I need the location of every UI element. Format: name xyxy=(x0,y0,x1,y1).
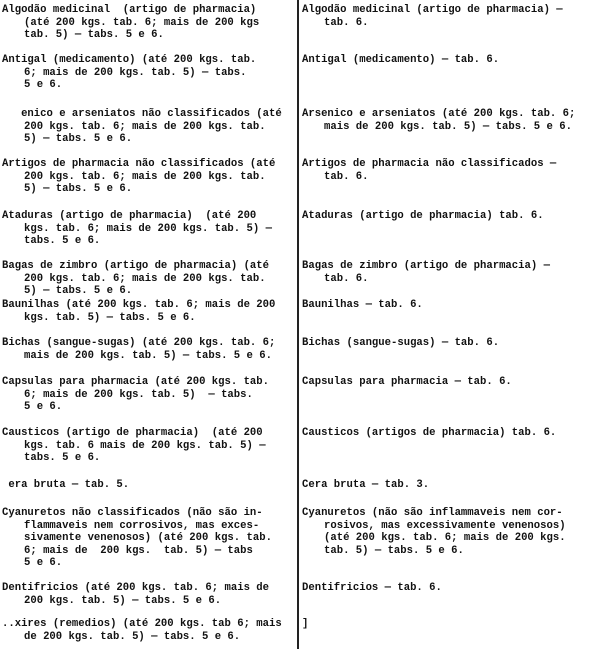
entry-line: rosivos, mas excessivamente venenosos) xyxy=(324,519,566,532)
entry-line: (até 200 kgs. tab. 6; mais de 200 kgs. xyxy=(324,532,566,545)
entry xyxy=(302,427,598,440)
entry xyxy=(302,4,598,29)
entry-line: 200 kgs. tab. 6; mais de 200 kgs. tab. xyxy=(24,170,266,183)
entry-line: enico e arseniatos não classificados (até xyxy=(2,108,282,120)
entry-line: Antigal (medicamento) (até 200 kgs. tab. xyxy=(2,54,257,66)
entry xyxy=(2,299,296,324)
entry-line: Bagas de zimbro (artigo de pharmacia) (até xyxy=(2,260,270,272)
entry-line: 5) — tabs. 5 e 6. xyxy=(24,183,133,196)
entry-line: Bagas de zimbro (artigo de pharmacia) — xyxy=(302,260,550,272)
entry xyxy=(2,4,296,42)
entry-line: Bichas (sangue-sugas) (até 200 kgs. tab. 6; xyxy=(2,337,276,349)
entry-line: (até 200 kgs. tab. 6; mais de 200 kgs xyxy=(24,16,260,29)
entry-line: 5) — tabs. 5 e 6. xyxy=(24,285,133,298)
entry xyxy=(2,108,296,146)
entry-line: kgs. tab. 6 mais de 200 kgs. tab. 5) — xyxy=(24,439,266,452)
entry-line: 200 kgs. tab. 6; mais de 200 kgs. tab. xyxy=(24,272,266,285)
entry xyxy=(302,582,598,595)
entry-line: 6; mais de 200 kgs. tab. 5) — tabs. xyxy=(24,66,247,79)
entry-line: 200 kgs. tab. 6; mais de 200 kgs. tab. xyxy=(24,120,266,133)
entry-line: Baunilhas — tab. 6. xyxy=(302,299,423,311)
entry-line: Arsenico e arseniatos (até 200 kgs. tab. 6; xyxy=(302,108,576,120)
entry-line: Algodão medicinal (artigo de pharmacia) xyxy=(2,4,257,16)
entry-line: Cera bruta — tab. 3. xyxy=(302,479,430,491)
entry-line: mais de 200 kgs. tab. 5) — tabs. 5 e 6. xyxy=(24,349,272,362)
entry-line: Causticos (artigo de pharmacia) (até 200 xyxy=(2,427,263,439)
column-divider xyxy=(297,0,299,649)
entry xyxy=(2,376,296,414)
entry-line: Cyanuretos (não são inflammaveis nem cor- xyxy=(302,507,563,519)
entry xyxy=(302,210,598,223)
entry-line: tabs. 5 e 6. xyxy=(24,452,101,465)
entry-line: Causticos (artigos de pharmacia) tab. 6. xyxy=(302,427,557,439)
entry xyxy=(302,479,598,492)
entry-line: Ataduras (artigo de pharmacia) (até 200 xyxy=(2,210,257,222)
entry-line: 6; mais de 200 kgs. tab. 5) — tabs. xyxy=(24,388,253,401)
entry-line: tab. 5) — tabs. 5 e 6. xyxy=(24,29,164,42)
entry-line: ] xyxy=(302,618,309,630)
entry xyxy=(2,158,296,196)
entry xyxy=(302,337,598,350)
entry-line: tabs. 5 e 6. xyxy=(24,235,101,248)
entry xyxy=(302,158,598,183)
entry xyxy=(2,337,296,362)
entry-line: 200 kgs. tab. 5) — tabs. 5 e 6. xyxy=(24,594,222,607)
entry-line: 5 e 6. xyxy=(24,557,63,570)
entry-line: 5) — tabs. 5 e 6. xyxy=(24,133,133,146)
entry xyxy=(2,479,296,492)
entry-line: Cyanuretos não classificados (não são in- xyxy=(2,507,263,519)
entry-line: Artigos de pharmacia não classificados — xyxy=(302,158,557,170)
entry-line: flammaveis nem corrosivos, mas exces- xyxy=(24,519,260,532)
entry-line: 5 e 6. xyxy=(24,401,63,414)
entry-line: sivamente venenosos) (até 200 kgs. tab. xyxy=(24,532,272,545)
entry xyxy=(2,507,296,570)
entry-line: Capsulas para pharmacia — tab. 6. xyxy=(302,376,512,388)
entry xyxy=(2,582,296,607)
entry-line: de 200 kgs. tab. 5) — tabs. 5 e 6. xyxy=(24,630,241,643)
entry-line: tab. 6. xyxy=(324,170,369,183)
entry-line: 6; mais de 200 kgs. tab. 5) — tabs xyxy=(24,544,253,557)
entry-line: Artigos de pharmacia não classificados (até xyxy=(2,158,276,170)
entry xyxy=(302,299,598,312)
entry xyxy=(2,54,296,92)
right-column xyxy=(302,0,598,649)
entry-line: kgs. tab. 6; mais de 200 kgs. tab. 5) — xyxy=(24,222,272,235)
entry xyxy=(302,618,598,631)
entry-line: Bichas (sangue-sugas) — tab. 6. xyxy=(302,337,500,349)
entry-line: Antigal (medicamento) — tab. 6. xyxy=(302,54,500,66)
left-column xyxy=(2,0,296,649)
entry xyxy=(2,618,296,643)
entry-line: tab. 6. xyxy=(324,16,369,29)
entry-line: ..xires (remedios) (até 200 kgs. tab 6; mais xyxy=(2,618,282,630)
entry xyxy=(302,376,598,389)
entry xyxy=(2,427,296,465)
entry xyxy=(302,260,598,285)
entry xyxy=(302,108,598,133)
entry-line: Algodão medicinal (artigo de pharmacia) — xyxy=(302,4,563,16)
entry-line: Dentifricios — tab. 6. xyxy=(302,582,442,594)
entry-line: Dentifricios (até 200 kgs. tab. 6; mais de xyxy=(2,582,270,594)
entry-line: era bruta — tab. 5. xyxy=(2,479,130,491)
entry-line: tab. 5) — tabs. 5 e 6. xyxy=(324,544,464,557)
entry xyxy=(302,507,598,557)
entry-line: 5 e 6. xyxy=(24,79,63,92)
entry xyxy=(2,260,296,298)
entry-line: tab. 6. xyxy=(324,272,369,285)
entry-line: Baunilhas (até 200 kgs. tab. 6; mais de 200 xyxy=(2,299,276,311)
entry-line: kgs. tab. 5) — tabs. 5 e 6. xyxy=(24,311,196,324)
entry-line: mais de 200 kgs. tab. 5) — tabs. 5 e 6. xyxy=(324,120,572,133)
entry-line: Ataduras (artigo de pharmacia) tab. 6. xyxy=(302,210,544,222)
entry xyxy=(302,54,598,67)
entry-line: Capsulas para pharmacia (até 200 kgs. tab. xyxy=(2,376,270,388)
entry xyxy=(2,210,296,248)
